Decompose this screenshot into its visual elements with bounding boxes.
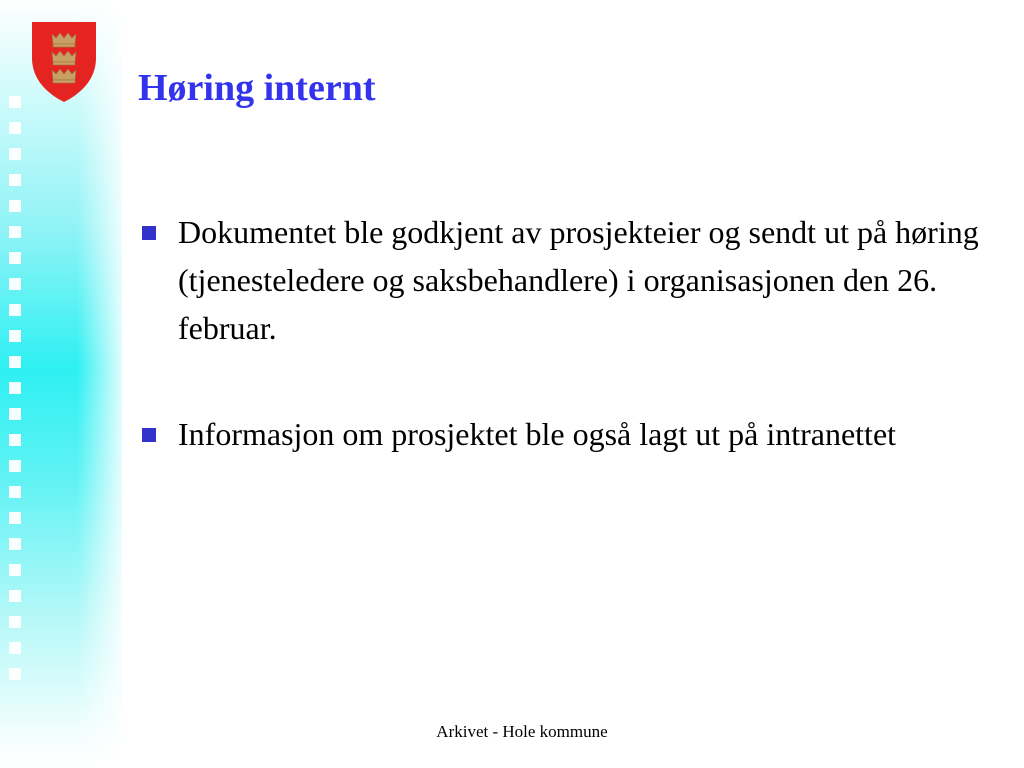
bullet-text: Informasjon om prosjektet ble også lagt ut på intranettet: [178, 416, 897, 452]
bullet-text: Dokumentet ble godkjent av prosjekteier og sendt ut på høring (tjenesteledere og saksbehandlere) i organisasjonen den 26. februar.: [178, 214, 979, 346]
decorative-square: [9, 486, 21, 498]
decorative-square: [9, 668, 21, 680]
decorative-square: [9, 122, 21, 134]
bullet-item: [138, 208, 988, 352]
decorative-square: [9, 252, 21, 264]
decorative-square: [9, 304, 21, 316]
decorative-square-column: [9, 96, 23, 696]
decorative-square: [9, 538, 21, 550]
coat-of-arms-icon: [30, 20, 98, 104]
left-strip-fade: [22, 0, 122, 768]
decorative-square: [9, 590, 21, 602]
decorative-square: [9, 174, 21, 186]
decorative-square: [9, 434, 21, 446]
decorative-square: [9, 460, 21, 472]
square-bullet-icon: [142, 428, 156, 442]
bullet-list: [138, 208, 988, 458]
slide-footer: Arkivet - Hole kommune: [436, 722, 608, 741]
decorative-square: [9, 96, 21, 108]
decorative-square: [9, 356, 21, 368]
decorative-square: [9, 330, 21, 342]
slide-title: Høring internt: [138, 67, 376, 109]
bullet-item: [138, 410, 988, 458]
decorative-square: [9, 382, 21, 394]
decorative-square: [9, 512, 21, 524]
decorative-square: [9, 226, 21, 238]
decorative-square: [9, 642, 21, 654]
decorative-square: [9, 278, 21, 290]
decorative-square: [9, 616, 21, 628]
decorative-square: [9, 200, 21, 212]
decorative-square: [9, 408, 21, 420]
decorative-square: [9, 564, 21, 576]
decorative-square: [9, 148, 21, 160]
square-bullet-icon: [142, 226, 156, 240]
